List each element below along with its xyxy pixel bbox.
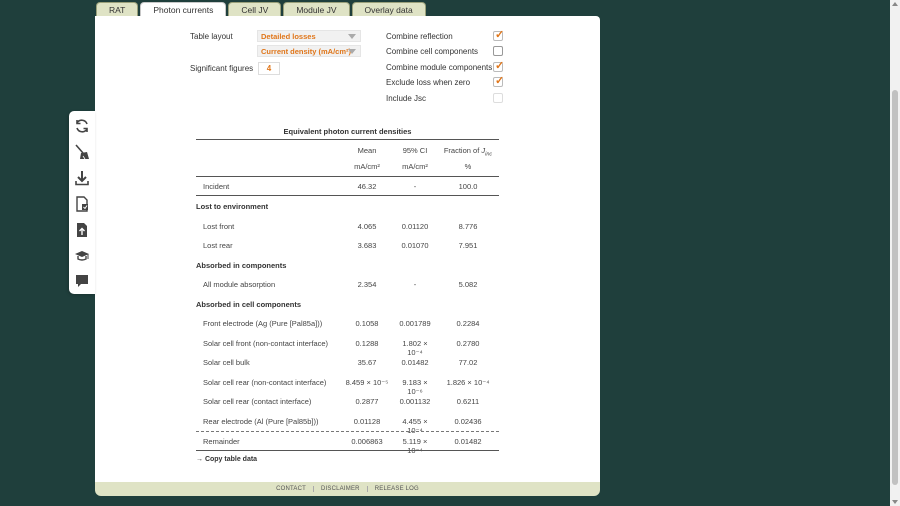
tab-photon-currents[interactable]: Photon currents [140, 2, 226, 18]
header-fraction-unit: % [464, 162, 472, 171]
vertical-scrollbar[interactable] [890, 0, 900, 506]
checkmark-icon: ✓ [495, 29, 505, 41]
side-toolbar [69, 111, 95, 294]
row-remainder-fraction: 0.01482 [454, 437, 482, 446]
table-layout-select[interactable] [257, 30, 361, 42]
include-jsc-checkbox[interactable] [493, 93, 503, 103]
table-cell-mean: 0.01128 [353, 417, 381, 426]
header-ci-unit: mA/cm² [402, 162, 428, 171]
table-row: Solar cell rear (non-contact interface) [203, 378, 327, 387]
tab-bar [96, 2, 428, 17]
row-module-absorption-mean: 2.354 [357, 280, 377, 289]
table-bottom-rule [196, 450, 499, 451]
footer-release-log-link[interactable]: RELEASE LOG [374, 486, 419, 492]
table-cell-ci: 0.001132 [399, 397, 431, 406]
table-remainder-rule [196, 431, 499, 432]
tab-rat[interactable]: RAT [96, 2, 138, 17]
table-cell-ci: 0.001789 [399, 319, 431, 328]
table-top-rule [196, 139, 499, 140]
feedback-chat-icon[interactable] [74, 273, 90, 289]
tab-module-jv[interactable]: Module JV [283, 2, 349, 17]
exclude-loss-zero-label: Exclude loss when zero [386, 78, 471, 87]
table-row: Solar cell front (non-contact interface) [203, 339, 329, 348]
chevron-down-icon [348, 34, 356, 39]
table-cell-ci: 0.01482 [401, 358, 429, 367]
table-header-rule [196, 176, 499, 177]
combine-cell-components-checkbox[interactable] [493, 46, 503, 56]
row-lost-rear-mean: 3.683 [357, 241, 377, 250]
combine-reflection-label: Combine reflection [386, 32, 453, 41]
upload-file-icon[interactable] [74, 222, 90, 238]
table-cell-fraction: 0.2780 [456, 339, 480, 348]
sigfig-input[interactable]: 4 [258, 62, 280, 75]
table-row: Front electrode (Ag (Pure [Pal85a])) [203, 319, 323, 328]
table-cell-fraction: 0.6211 [456, 397, 480, 406]
row-lost-front-ci: 0.01120 [401, 222, 429, 231]
table-cell-ci: 9.183 × 10⁻⁶ [402, 378, 428, 396]
scroll-up-arrow-icon[interactable] [892, 2, 898, 6]
table-cell-fraction: 0.02436 [454, 417, 482, 426]
tutorial-cap-icon[interactable] [74, 248, 90, 264]
tab-cell-jv[interactable]: Cell JV [228, 2, 281, 17]
section-absorbed-cell-components: Absorbed in cell components [196, 300, 302, 309]
scroll-down-arrow-icon[interactable] [892, 500, 898, 504]
row-remainder-name: Remainder [203, 437, 240, 446]
download-icon[interactable] [74, 170, 90, 186]
chevron-down-icon [348, 49, 356, 54]
checkmark-icon: ✓ [495, 75, 505, 87]
scrollbar-thumb[interactable] [892, 90, 898, 485]
exclude-loss-zero-checkbox[interactable] [493, 77, 503, 87]
table-layout-label: Table layout [190, 32, 233, 41]
table-incident-rule [196, 195, 499, 196]
units-select[interactable] [257, 45, 361, 57]
table-cell-mean: 8.459 × 10⁻⁵ [345, 378, 389, 387]
checkmark-icon: ✓ [495, 60, 505, 72]
table-cell-mean: 35.67 [357, 358, 377, 367]
combine-module-components-label: Combine module components [386, 63, 493, 72]
units-value: Current density (mA/cm²) [261, 47, 352, 56]
table-cell-fraction: 0.2284 [456, 319, 480, 328]
table-cell-fraction: 77.02 [458, 358, 478, 367]
table-title: Equivalent photon current densities [283, 127, 412, 136]
tab-overlay-data[interactable]: Overlay data [352, 2, 426, 17]
clear-brush-icon[interactable] [74, 144, 90, 160]
table-layout-value: Detailed losses [261, 32, 316, 41]
header-fraction: Fraction of $J_{inc}$ [443, 146, 493, 158]
row-incident-mean: 46.32 [357, 182, 377, 191]
row-remainder-ci: 5.119 × 10⁻⁴ [402, 437, 428, 455]
table-cell-ci: 1.802 × 10⁻⁴ [402, 339, 428, 357]
section-absorbed-components: Absorbed in components [196, 261, 287, 270]
copy-table-data-link[interactable]: → Copy table data [196, 456, 258, 463]
table-row: Solar cell bulk [203, 358, 250, 367]
row-module-absorption-fraction: 5.082 [458, 280, 478, 289]
header-ci: 95% CI [402, 146, 428, 155]
combine-cell-components-label: Combine cell components [386, 47, 479, 56]
row-incident-fraction: 100.0 [458, 182, 478, 191]
row-module-absorption-ci: - [413, 280, 417, 289]
combine-module-components-checkbox[interactable] [493, 62, 503, 72]
table-row: Solar cell rear (contact interface) [203, 397, 312, 406]
footer-contact-link[interactable]: CONTACT [269, 486, 314, 492]
include-jsc-label: Include Jsc [386, 94, 427, 103]
row-incident-ci: - [413, 182, 417, 191]
footer-bar [95, 482, 600, 496]
combine-reflection-checkbox[interactable] [493, 31, 503, 41]
row-lost-front-fraction: 8.776 [458, 222, 478, 231]
row-lost-rear-ci: 0.01070 [401, 241, 429, 250]
row-incident-name: Incident [203, 182, 230, 191]
table-cell-fraction: 1.826 × 10⁻⁴ [446, 378, 490, 387]
header-mean-unit: mA/cm² [354, 162, 380, 171]
sigfig-label: Significant figures [190, 64, 254, 73]
table-cell-mean: 0.1058 [355, 319, 379, 328]
row-lost-rear-fraction: 7.951 [458, 241, 478, 250]
table-cell-mean: 0.1288 [355, 339, 379, 348]
table-cell-ci: 4.455 × 10⁻⁴ [402, 417, 428, 435]
row-lost-rear-name: Lost rear [203, 241, 233, 250]
section-lost-to-environment: Lost to environment [196, 202, 269, 211]
row-lost-front-mean: 4.065 [357, 222, 377, 231]
save-file-icon[interactable] [74, 196, 90, 212]
footer-disclaimer-link[interactable]: DISCLAIMER [314, 486, 368, 492]
row-lost-front-name: Lost front [203, 222, 235, 231]
refresh-icon[interactable] [74, 118, 90, 134]
table-row: Rear electrode (Al (Pure [Pal85b])) [203, 417, 319, 426]
header-mean: Mean [357, 146, 377, 155]
table-cell-mean: 0.2877 [355, 397, 379, 406]
row-module-absorption-name: All module absorption [203, 280, 276, 289]
row-remainder-mean: 0.006863 [351, 437, 383, 446]
